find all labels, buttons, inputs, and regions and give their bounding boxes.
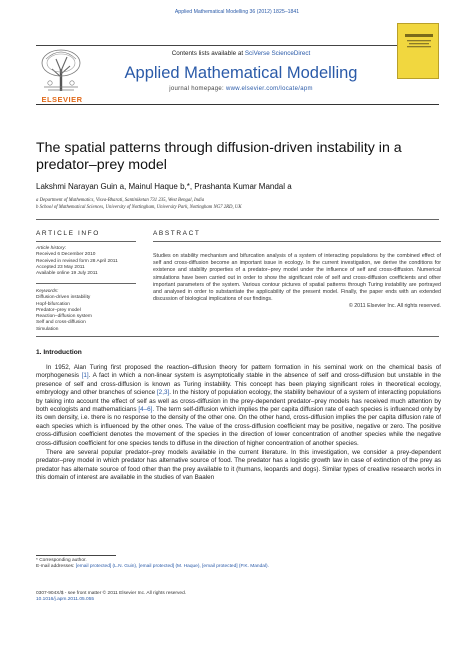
footnotes <box>36 558 441 570</box>
journal-homepage <box>96 86 386 92</box>
info-rule-2 <box>36 283 136 284</box>
affiliation-b: b School of Mathematical Sciences, University of Nottingham, University Park, Nottingham NG7 2RD, UK <box>36 205 242 210</box>
keyword-item: Hopf-bifurcation <box>36 301 70 307</box>
cover-art <box>404 33 434 53</box>
keyword-item: Simulation <box>36 326 59 332</box>
keyword-item: Reaction–diffusion system <box>36 314 92 320</box>
journal-cover-thumbnail <box>397 23 439 79</box>
author-list: Lakshmi Narayan Guin a, Mainul Haque b,*, Prashanta Kumar Mandal a <box>36 182 292 191</box>
divider <box>36 336 439 337</box>
issn-line: 0307-904X/$ - see front matter © 2011 Elsevier Inc. All rights reserved. <box>36 591 187 596</box>
history-online: Available online 19 July 2011 <box>36 271 98 277</box>
homepage-prefix: journal homepage: <box>169 86 226 92</box>
homepage-link[interactable]: www.elsevier.com/locate/apm <box>225 86 313 92</box>
history-accepted: Accepted 23 May 2011 <box>36 264 85 270</box>
masthead-bottom-rule <box>36 104 439 105</box>
doi-link[interactable]: 10.1016/j.apm.2011.05.055 <box>36 597 95 603</box>
history-received: Received 6 December 2010 <box>36 252 96 258</box>
elsevier-tree-logo <box>38 47 84 95</box>
corresponding-author-note: * Corresponding author. <box>36 558 87 563</box>
text-run: . The term self-diffusion which implies the per capita diffusion rate of each species is influenced only by its own density, i.e. there is no response to the density of the other one. On the other hand, cross-diffusion implies the per capita diffusion rate of each species which is influenced by the other ones. The value of the cross-diffusion coefficient may be positive, negative or zero. The positive cross-diffusion coefficient denotes the movement of the species in the direction of lower concentration of another species while the negative cross-diffusion coefficient for one species tends to diffuse in the direction of higher concentration of another species. <box>36 406 442 447</box>
paragraph <box>36 364 441 448</box>
abstract-body <box>153 253 441 311</box>
abstract-text: Studies on stability mechanism and bifurcation analysis of a system of interacting populations by the combined effect of self and cross-diffusion become an important issue in ecology. In the current investigation, we derive the conditions for existence and stability properties of a predator–prey model under the influence of self and cross-diffusion. Numerical simulations have been carried out in order to show the significant role of self and cross-diffusion coefficients and other important parameters of the system. Various contour pictures of spatial patterns through Turing instability are portrayed and analysed in order to substantiate the applicability of the present model. Finally, the paper ends with an extended discussion of biological implications of our findings. <box>153 253 441 303</box>
keyword-item: Predator–prey model <box>36 307 81 313</box>
abstract-heading: ABSTRACT <box>153 230 201 237</box>
sciencedirect-link[interactable]: SciVerse ScienceDirect <box>244 50 311 57</box>
citation-link[interactable]: [4–6] <box>138 406 153 414</box>
divider <box>36 219 439 220</box>
history-revised: Received in revised form 28 April 2011 <box>36 258 118 264</box>
journal-name: Applied Mathematical Modelling <box>124 64 358 82</box>
email-label: E-mail addresses: <box>36 564 76 570</box>
history-label: Article history: <box>36 246 67 251</box>
article-info-heading: ARTICLE INFO <box>36 230 100 237</box>
running-head: Applied Mathematical Modelling 36 (2012) 1825–1841 <box>174 9 300 15</box>
copyright-notice: © 2011 Elsevier Inc. All rights reserved. <box>348 303 441 310</box>
article-history <box>36 246 136 277</box>
masthead-top-rule <box>36 45 439 46</box>
text-run: . In the history of population ecology, the stability behaviour of a system of interacting populations by taking into account the effect of self as well as cross-diffusion in the prey-dependent predator–prey models has received much attention by both ecologists and mathematicians <box>36 389 441 414</box>
publication-info <box>36 591 441 603</box>
email-addresses <box>36 564 441 570</box>
keywords-label: Keywords: <box>36 289 59 294</box>
contents-line <box>116 50 366 57</box>
introduction-heading: 1. Introduction <box>36 349 82 356</box>
citation-link[interactable]: [2,3] <box>156 389 170 397</box>
text-run: . A fact in which a non-linear system is asymptotically stable in the absence of self and cross-diffusion but unstable in the presence of self and cross-diffusion is known as Turing instability. This concept has been playing significant roles in theoretical ecology, embryology and other branches of science <box>36 372 441 397</box>
keyword-item: Diffusion-driven instability <box>36 295 91 301</box>
text-run: In 1952, Alan Turing first proposed the reaction–diffusion theory for pattern formation in his seminal work on the chemical basis of morphogenesis <box>36 364 441 380</box>
keywords <box>36 289 136 333</box>
publisher-name: ELSEVIER <box>41 95 83 104</box>
paragraph: There are several popular predator–prey models available in the current literature. In this investigation, we consider a prey-dependent predator–prey model in which predator has alternative source of food. The predator has a logistic growth law in case of extinction of the prey as predator has alternate source of food other than the prey available to it (humans, leopards and dogs). Similar types of creative research works in this domain of interest are available in the studies of van Baalen <box>36 449 441 482</box>
email-links[interactable]: [email protected] (L.N. Guin), [email protected] (M. Haque), [email protected] (P.K. Mandal). <box>75 564 269 570</box>
footnote-rule <box>36 555 116 556</box>
citation-link[interactable]: [1] <box>81 372 89 380</box>
affiliation-a: a Department of Mathematics, Visva-Bharati, Santiniketan 731 235, West Bengal, India <box>36 198 205 203</box>
contents-prefix: Contents lists available at <box>171 50 245 57</box>
keyword-item: Self and cross-diffusion <box>36 320 86 326</box>
introduction-body <box>36 364 441 483</box>
abstract-rule <box>153 241 441 242</box>
journal-masthead <box>36 23 439 107</box>
info-rule <box>36 241 136 242</box>
article-title: The spatial patterns through diffusion-driven instability in a predator–prey model <box>36 140 402 173</box>
